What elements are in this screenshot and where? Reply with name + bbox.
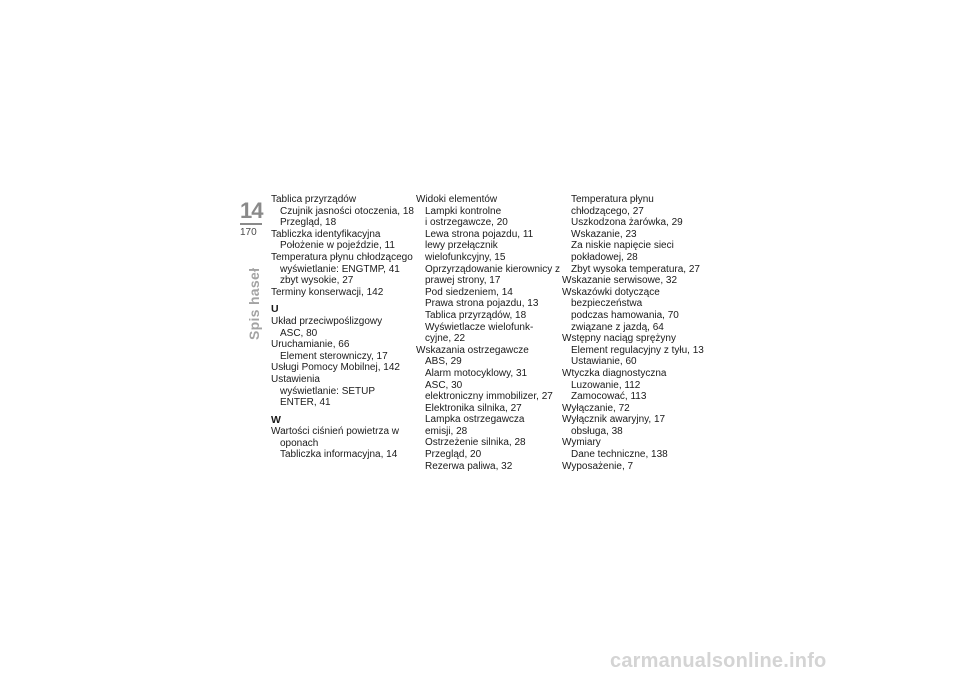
index-entry: Wstępny naciąg sprężyny: [562, 333, 676, 345]
index-entry: Wartości ciśnień powietrza w: [271, 426, 400, 438]
chapter-number: 14: [240, 198, 263, 223]
index-subentry: Dane techniczne, 138: [571, 449, 668, 461]
index-subentry: Tablica przyrządów, 18: [425, 309, 527, 321]
index-subentry: Alarm motocyklowy, 31: [425, 367, 528, 379]
index-subentry: elektroniczny immobilizer, 27: [425, 391, 553, 403]
index-subentry: Wyświetlacze wielofunk-: [425, 321, 534, 333]
index-subentry: Zbyt wysoka temperatura, 27: [571, 263, 700, 275]
index-entry: Tablica przyrządów: [271, 194, 357, 205]
index-subentry: Temperatura płynu: [571, 194, 654, 205]
index-subentry: Ustawianie, 60: [571, 356, 637, 368]
index-subentry: ABS, 29: [425, 356, 462, 368]
index-subentry: oponach: [280, 437, 319, 449]
index-subentry: i ostrzegawcze, 20: [425, 217, 508, 229]
index-subentry: ENTER, 41: [280, 397, 331, 409]
index-subentry: Wskazanie, 23: [571, 228, 637, 240]
index-entry: Wskazanie serwisowe, 32: [562, 275, 678, 287]
index-subentry: cyjne, 22: [425, 333, 466, 345]
index-subentry: Oprzyrządowanie kierownicy z: [425, 263, 561, 275]
index-subentry: wielofunkcyjny, 15: [425, 251, 506, 263]
index-entry: Usługi Pomocy Mobilnej, 142: [271, 362, 400, 374]
index-entry: Ustawienia: [271, 373, 320, 385]
index-subentry: Czujnik jasności otoczenia, 18: [280, 205, 414, 217]
index-subentry: ASC, 30: [425, 379, 463, 391]
index-subentry: Tabliczka informacyjna, 14: [280, 449, 398, 461]
index-letter-heading: U: [271, 303, 279, 316]
index-subentry: zbyt wysokie, 27: [280, 275, 354, 287]
index-entry: Widoki elementów: [416, 194, 498, 205]
index-subentry: chłodzącego, 27: [571, 205, 644, 217]
index-subentry: pokładowej, 28: [571, 251, 638, 263]
index-subentry: emisji, 28: [425, 425, 468, 437]
index-subentry: Przegląd, 20: [425, 449, 482, 461]
index-subentry: Pod siedzeniem, 14: [425, 286, 513, 298]
index-column-2: [416, 194, 561, 472]
index-subentry: Zamocować, 113: [571, 391, 647, 403]
index-subentry: podczas hamowania, 70: [571, 309, 679, 321]
chapter-marker: [240, 200, 264, 239]
index-letter-heading: W: [271, 413, 281, 426]
watermark-text: carmanualsonline.info: [610, 650, 827, 672]
index-subentry: bezpieczeństwa: [571, 298, 643, 310]
index-subentry: Przegląd, 18: [280, 217, 337, 229]
index-entry: Wyłączanie, 72: [562, 402, 630, 414]
index-subentry: Rezerwa paliwa, 32: [425, 460, 513, 472]
index-subentry: Lewa strona pojazdu, 11: [425, 228, 534, 240]
index-entry: Wyłącznik awaryjny, 17: [562, 414, 666, 426]
index-subentry: Uszkodzona żarówka, 29: [571, 217, 683, 229]
index-entry: Terminy konserwacji, 142: [271, 286, 384, 298]
index-entry: Wtyczka diagnostyczna: [562, 367, 667, 379]
index-subentry: obsługa, 38: [571, 425, 623, 437]
index-subentry: Ostrzeżenie silnika, 28: [425, 437, 526, 449]
index-entry: Wskazania ostrzegawcze: [416, 344, 529, 356]
index-subentry: Luzowanie, 112: [571, 379, 641, 391]
index-entry: Uruchamianie, 66: [271, 339, 350, 351]
index-subentry: wyświetlanie: SETUP: [280, 385, 376, 397]
index-entry: Wskazówki dotyczące: [562, 286, 660, 298]
page-number: 170: [240, 227, 257, 238]
index-subentry: Lampka ostrzegawcza: [425, 414, 525, 426]
index-column-1: [271, 194, 414, 461]
index-subentry: lewy przełącznik: [425, 240, 498, 252]
index-subentry: Element sterowniczy, 17: [280, 350, 388, 362]
chapter-divider: [240, 223, 262, 225]
section-title: Spis haseł: [246, 267, 262, 340]
index-subentry: Elektronika silnika, 27: [425, 402, 522, 414]
index-subentry: prawej strony, 17: [425, 275, 501, 287]
index-entry: Temperatura płynu chłodzącego: [271, 251, 413, 263]
index-entry: Układ przeciwpoślizgowy: [271, 315, 383, 327]
index-column-3: [562, 194, 702, 472]
index-entry: Wyposażenie, 7: [562, 460, 634, 472]
index-subentry: Element regulacyjny z tyłu, 13: [571, 344, 704, 356]
index-subentry: Za niskie napięcie sieci: [571, 240, 674, 252]
index-subentry: Prawa strona pojazdu, 13: [425, 298, 539, 310]
index-subentry: związane z jazdą, 64: [571, 321, 664, 333]
index-subentry: ASC, 80: [280, 327, 318, 339]
index-subentry: Lampki kontrolne: [425, 205, 502, 217]
index-subentry: wyświetlanie: ENGTMP, 41: [280, 263, 400, 275]
index-subentry: Położenie w pojeździe, 11: [280, 240, 395, 252]
index-entry: Wymiary: [562, 437, 601, 449]
index-entry: Tabliczka identyfikacyjna: [271, 228, 381, 240]
